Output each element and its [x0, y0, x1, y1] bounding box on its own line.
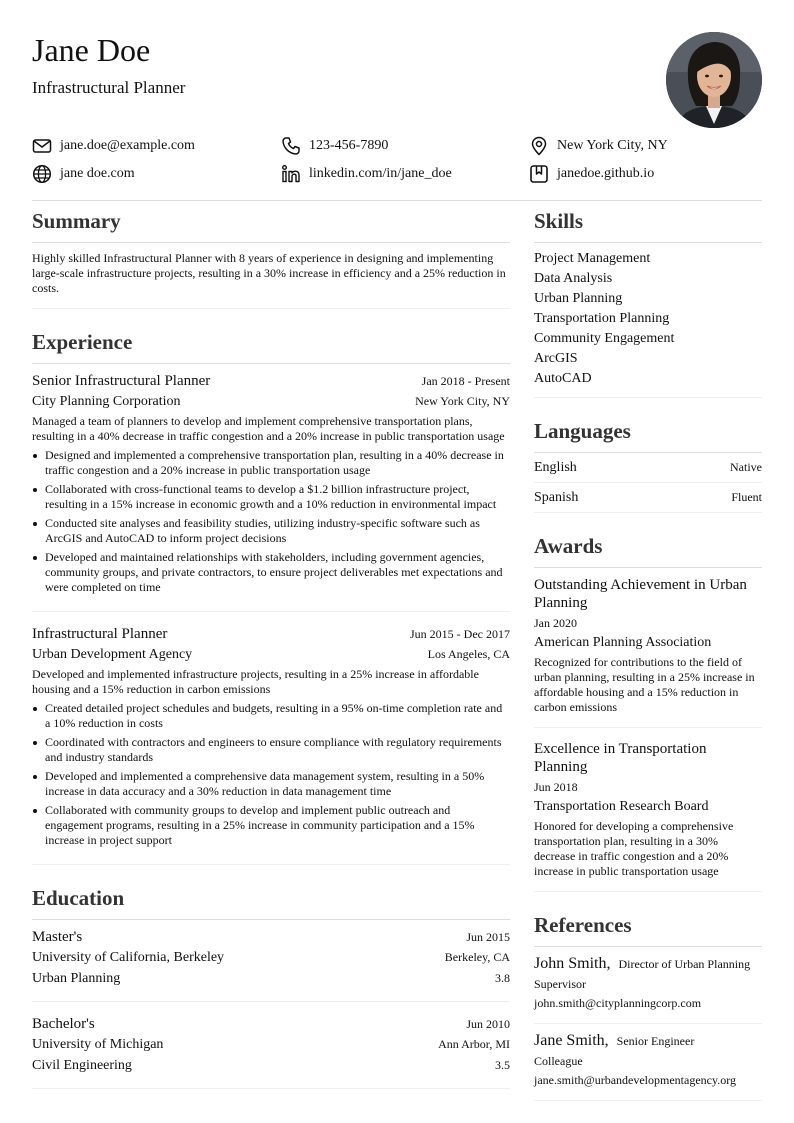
school: University of California, Berkeley — [32, 950, 225, 965]
resume-name: Jane Doe — [32, 32, 151, 68]
bullet-item: Designed and implemented a comprehensive transportation plan, resulting in a 40% decrease in traffic congestion and a 20% increase in public transportation usage — [32, 448, 510, 478]
language-item — [534, 453, 762, 483]
contact-github[interactable] — [529, 164, 654, 184]
education-item — [32, 1002, 510, 1089]
award-organization: Transportation Research Board — [534, 799, 709, 814]
skill-item: Data Analysis — [534, 271, 613, 286]
award-title: Outstanding Achievement in Urban Planning — [534, 577, 747, 611]
gpa: 3.8 — [495, 971, 510, 985]
skill-item: Transportation Planning — [534, 311, 670, 326]
school-location: Berkeley, CA — [444, 950, 510, 964]
reference-position: Director of Urban Planning — [618, 957, 751, 971]
experience-heading: Experience — [32, 321, 510, 364]
reference-relation: Supervisor — [534, 977, 586, 991]
job-location: Los Angeles, CA — [427, 647, 510, 661]
avatar — [666, 32, 762, 128]
contact-email[interactable] — [32, 136, 195, 156]
references-section — [534, 904, 762, 1101]
education-item — [32, 920, 510, 1002]
bullet-item: Created detailed project schedules and budgets, resulting in a 95% on-time completion rate and a 10% reduction in costs — [32, 701, 510, 731]
language-item — [534, 483, 762, 513]
reference-position: Senior Engineer — [616, 1034, 695, 1048]
language-name: English — [534, 460, 577, 475]
awards-heading: Awards — [534, 525, 762, 568]
bullet-item: Collaborated with cross-functional teams to develop a $1.2 billion infrastructure project, resulting in a 15% increase in economic growth and a 10% reduction in environmental impact — [32, 482, 510, 512]
skill-item: ArcGIS — [534, 351, 578, 366]
experience-item — [32, 612, 510, 865]
awards-section — [534, 525, 762, 892]
education-heading: Education — [32, 877, 510, 920]
graduation-date: Jun 2015 — [466, 930, 510, 944]
linkedin-text[interactable]: linkedin.com/in/jane_doe — [309, 166, 452, 181]
award-date: Jun 2018 — [534, 780, 578, 794]
language-name: Spanish — [534, 490, 579, 505]
reference-name: Jane Smith, — [534, 1032, 609, 1049]
award-description: Recognized for contributions to the field of urban planning, resulting in a 25% increase in affordable housing and a 15% reduction in carbon emissions — [534, 655, 755, 714]
skill-item: Urban Planning — [534, 291, 623, 306]
education-section — [32, 877, 510, 1089]
sidebar-column — [534, 200, 762, 1101]
reference-email[interactable]: john.smith@cityplanningcorp.com — [534, 996, 702, 1010]
linkedin-icon — [281, 164, 301, 184]
experience-section — [32, 321, 510, 865]
reference-item — [534, 1024, 762, 1101]
resume-title: Infrastructural Planner — [32, 78, 186, 97]
reference-name: John Smith, — [534, 955, 611, 972]
award-item — [534, 728, 762, 892]
degree: Master's — [32, 929, 83, 945]
job-description: Developed and implemented infrastructure projects, resulting in a 25% increase in affordable housing and a 15% reduction in carbon emissions — [32, 667, 479, 696]
contact-website[interactable] — [32, 164, 135, 184]
phone-icon — [281, 136, 301, 156]
job-company: Urban Development Agency — [32, 647, 193, 662]
bookmark-icon — [529, 164, 549, 184]
website-text[interactable]: jane doe.com — [60, 166, 135, 181]
language-level: Fluent — [731, 490, 762, 504]
bullet-item: Developed and implemented a comprehensive data management system, resulting in a 50% increase in data accuracy and a 30% reduction in data management time — [32, 769, 510, 799]
mail-icon — [32, 136, 52, 156]
bullet-item: Coordinated with contractors and engineers to ensure compliance with regulatory requirements and industry standards — [32, 735, 510, 765]
skill-item: Project Management — [534, 251, 651, 266]
references-heading: References — [534, 904, 762, 947]
bullet-item: Collaborated with community groups to develop and implement public outreach and engagement programs, resulting in a 25% increase in community participation and a 15% increase in project support — [32, 803, 510, 848]
contact-linkedin[interactable] — [281, 164, 452, 184]
contact-location — [529, 136, 668, 156]
award-item — [534, 568, 762, 728]
email-text[interactable]: jane.doe@example.com — [60, 138, 195, 153]
languages-heading: Languages — [534, 410, 762, 453]
award-description: Honored for developing a comprehensive transportation plan, resulting in a 30% decrease in traffic congestion and a 20% increase in public transportation usage — [534, 819, 734, 878]
graduation-date: Jun 2010 — [466, 1017, 510, 1031]
location-text: New York City, NY — [557, 138, 668, 153]
experience-item — [32, 364, 510, 612]
job-role: Senior Infrastructural Planner — [32, 373, 211, 389]
phone-text[interactable]: 123-456-7890 — [309, 138, 389, 153]
degree: Bachelor's — [32, 1016, 95, 1032]
location-pin-icon — [529, 136, 549, 156]
profile-photo — [666, 32, 762, 128]
job-location: New York City, NY — [415, 394, 510, 408]
job-role: Infrastructural Planner — [32, 626, 168, 642]
bullet-item: Conducted site analyses and feasibility studies, utilizing industry-specific software such as ArcGIS and AutoCAD to inform project decisions — [32, 516, 510, 546]
job-bullets — [32, 448, 510, 595]
job-description: Managed a team of planners to develop and implement comprehensive transportation plans, resulting in a 40% decrease in traffic congestion and a 20% increase in public transportation usage — [32, 414, 505, 443]
skills-heading: Skills — [534, 200, 762, 243]
award-date: Jan 2020 — [534, 616, 577, 630]
award-organization: American Planning Association — [534, 635, 712, 650]
contact-phone[interactable] — [281, 136, 388, 156]
bullet-item: Developed and maintained relationships with stakeholders, including government agencies, community groups, and private contractors, to ensure project deliverables met expectations and were completed on time — [32, 550, 510, 595]
github-text[interactable]: janedoe.github.io — [557, 166, 655, 181]
skills-list — [534, 243, 762, 398]
skills-section — [534, 200, 762, 398]
skill-item: AutoCAD — [534, 371, 592, 386]
job-dates: Jan 2018 - Present — [421, 374, 510, 388]
summary-text: Highly skilled Infrastructural Planner with 8 years of experience in designing and implementing large-scale infrastructure projects, resulting in a 30% increase in efficiency and a 25% reduction in costs. — [32, 243, 510, 309]
job-company: City Planning Corporation — [32, 394, 181, 409]
main-column — [32, 200, 510, 1089]
field-of-study: Urban Planning — [32, 971, 121, 986]
globe-icon — [32, 164, 52, 184]
award-title: Excellence in Transportation Planning — [534, 741, 707, 775]
reference-email[interactable]: jane.smith@urbandevelopmentagency.org — [534, 1073, 736, 1087]
reference-relation: Colleague — [534, 1054, 583, 1068]
skill-item: Community Engagement — [534, 331, 675, 346]
reference-item — [534, 947, 762, 1024]
summary-section — [32, 200, 510, 309]
languages-section — [534, 410, 762, 513]
school-location: Ann Arbor, MI — [438, 1037, 510, 1051]
job-dates: Jun 2015 - Dec 2017 — [410, 627, 510, 641]
language-level: Native — [730, 460, 762, 474]
field-of-study: Civil Engineering — [32, 1058, 132, 1073]
gpa: 3.5 — [495, 1058, 510, 1072]
school: University of Michigan — [32, 1037, 164, 1052]
job-bullets — [32, 701, 510, 848]
summary-heading: Summary — [32, 200, 510, 243]
